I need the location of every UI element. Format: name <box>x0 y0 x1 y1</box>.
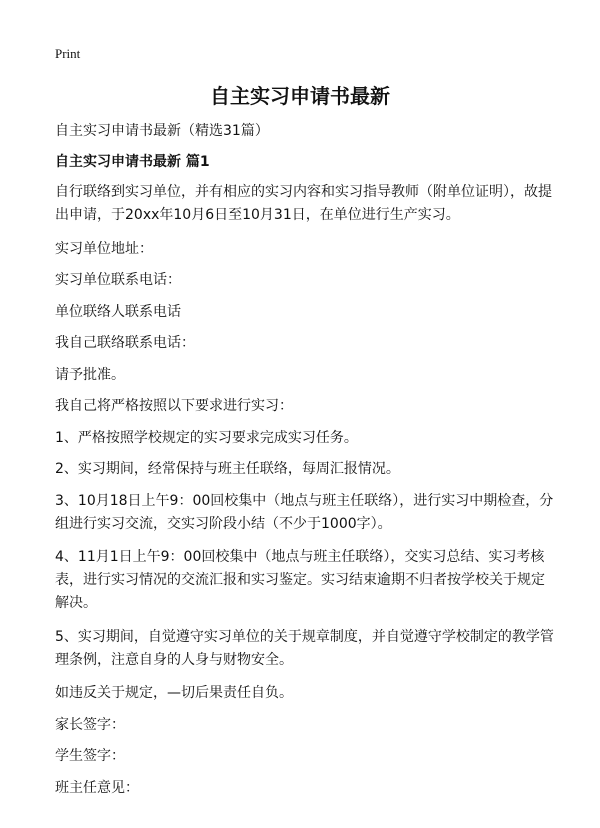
paragraph-teacher-opinion: 班主任意见： <box>55 779 139 796</box>
document-title: 自主实习申请书最新 <box>210 84 390 108</box>
print-link[interactable]: Print <box>55 46 81 61</box>
paragraph-contact-phone: 单位联络人联系电话 <box>55 303 181 320</box>
paragraph-own-phone: 我自己联络联系电话： <box>55 335 195 351</box>
paragraph-item-3: 3、10月18日上午9：00回校集中（地点与班主任联络），进行实习中期检查，分组进行实习交流，交实习阶段小结（不少于1000字）。 <box>55 492 554 532</box>
paragraph-address: 实习单位地址： <box>55 240 153 257</box>
paragraph-intro: 自行联络到实习单位，并有相应的实习内容和实习指导教师（附单位证明），故提出申请，于20xx年10月6日至10月31日，在单位进行生产实习。 <box>55 184 552 223</box>
section-heading: 自主实习申请书最新 篇1 <box>55 154 210 170</box>
paragraph-requirements-intro: 我自己将严格按照以下要求进行实习： <box>55 398 293 414</box>
paragraph-approval: 请予批准。 <box>55 366 125 383</box>
paragraph-item-1: 1、严格按照学校规定的实习要求完成实习任务。 <box>55 429 358 446</box>
paragraph-unit-phone: 实习单位联系电话： <box>55 272 181 288</box>
paragraph-student-signature: 学生签字： <box>55 748 125 764</box>
paragraph-item-2: 2、实习期间，经常保持与班主任联络，每周汇报情况。 <box>55 461 400 477</box>
paragraph-item-4: 4、11月1日上午9：00回校集中（地点与班主任联络），交实习总结、实习考核表，进行实习情况的交流汇报和实习鉴定。实习结束逾期不归者按学校关于规定解决。 <box>55 549 545 611</box>
paragraph-parent-signature: 家长签字： <box>55 716 125 733</box>
paragraph-item-5: 5、实习期间，自觉遵守实习单位的关于规章制度，并自觉遵守学校制定的教学管理条例，注意自身的人身与财物安全。 <box>55 628 554 668</box>
paragraph-liability: 如违反关于规定，—切后果责任自负。 <box>55 685 293 701</box>
document-subtitle: 自主实习申请书最新（精选31篇） <box>55 123 269 139</box>
document-body <box>55 181 555 808</box>
